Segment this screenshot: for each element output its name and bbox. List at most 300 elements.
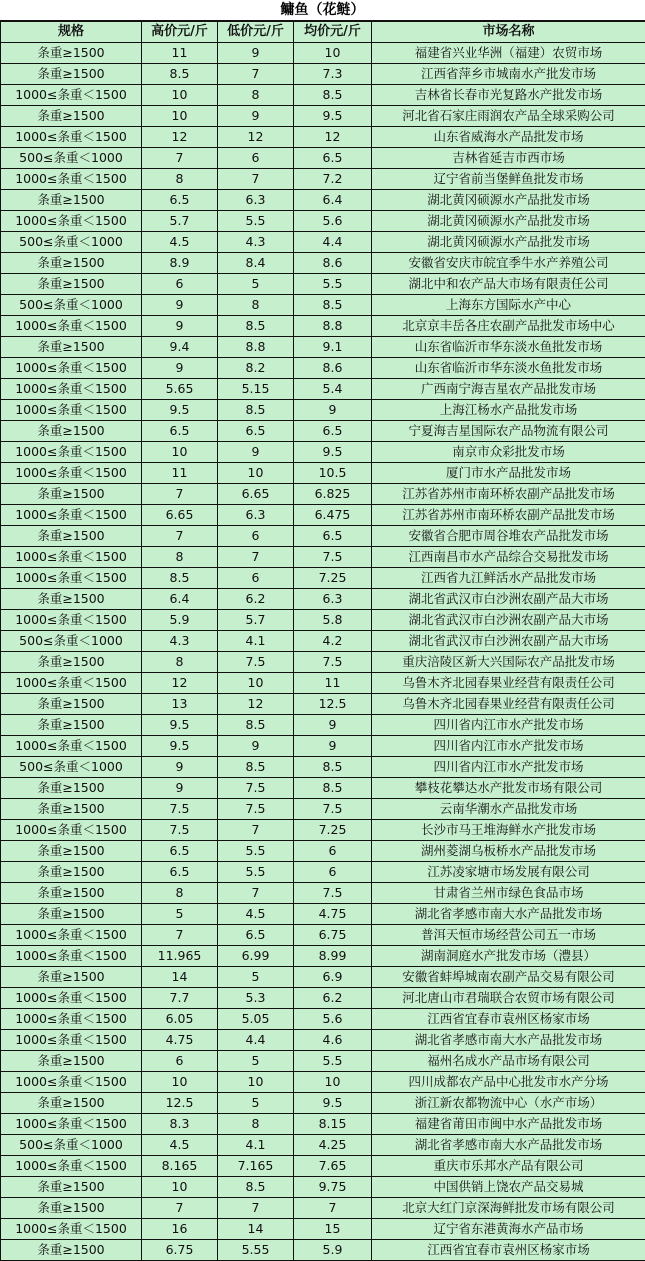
cell-spec: 1000≤条重＜1500	[1, 1156, 142, 1177]
cell-market-name: 上海江杨水产品批发市场	[372, 400, 645, 421]
cell-high-price: 5	[142, 904, 218, 925]
cell-market-name: 山东省临沂市华东淡水鱼批发市场	[372, 358, 645, 379]
cell-high-price: 9.5	[142, 400, 218, 421]
cell-high-price: 9	[142, 358, 218, 379]
cell-spec: 条重≥1500	[1, 841, 142, 862]
cell-spec: 条重≥1500	[1, 421, 142, 442]
cell-spec: 1000≤条重＜1500	[1, 673, 142, 694]
cell-avg-price: 7.5	[294, 799, 372, 820]
cell-spec: 条重≥1500	[1, 484, 142, 505]
cell-high-price: 7	[142, 484, 218, 505]
table-row	[1, 337, 645, 358]
cell-market-name: 福建省莆田市闽中水产品批发市场	[372, 1114, 645, 1135]
cell-high-price: 4.5	[142, 1135, 218, 1156]
table-row	[1, 610, 645, 631]
table-row	[1, 1009, 645, 1030]
cell-market-name: 湖北省孝感市南大水产品批发市场	[372, 1135, 645, 1156]
cell-market-name: 安徽省合肥市周谷堆农产品批发市场	[372, 526, 645, 547]
cell-avg-price: 10.5	[294, 463, 372, 484]
table-row	[1, 757, 645, 778]
cell-high-price: 12	[142, 127, 218, 148]
cell-market-name: 江苏省苏州市南环桥农副产品批发市场	[372, 484, 645, 505]
table-row	[1, 169, 645, 190]
cell-low-price: 5.5	[218, 862, 294, 883]
sheet-title: 鳙鱼（花鲢）	[0, 0, 645, 21]
table-row	[1, 988, 645, 1009]
cell-high-price: 7	[142, 526, 218, 547]
table-row	[1, 694, 645, 715]
cell-market-name: 厦门市水产品批发市场	[372, 463, 645, 484]
header-spec: 规格	[1, 22, 142, 43]
cell-high-price: 8.165	[142, 1156, 218, 1177]
table-row	[1, 421, 645, 442]
cell-avg-price: 6.825	[294, 484, 372, 505]
cell-market-name: 重庆涪陵区新大兴国际农产品批发市场	[372, 652, 645, 673]
cell-market-name: 湖北黄冈硕源水产品批发市场	[372, 232, 645, 253]
cell-low-price: 14	[218, 1219, 294, 1240]
cell-spec: 条重≥1500	[1, 862, 142, 883]
table-row	[1, 316, 645, 337]
cell-low-price: 8.8	[218, 337, 294, 358]
cell-spec: 条重≥1500	[1, 652, 142, 673]
cell-avg-price: 8.5	[294, 757, 372, 778]
table-row	[1, 400, 645, 421]
cell-spec: 条重≥1500	[1, 106, 142, 127]
cell-avg-price: 6.4	[294, 190, 372, 211]
cell-low-price: 12	[218, 694, 294, 715]
cell-low-price: 7	[218, 820, 294, 841]
cell-market-name: 湖北省武汉市白沙洲农副产品大市场	[372, 631, 645, 652]
cell-high-price: 10	[142, 106, 218, 127]
table-row	[1, 631, 645, 652]
cell-avg-price: 8.15	[294, 1114, 372, 1135]
table-row	[1, 1051, 645, 1072]
cell-avg-price: 7.2	[294, 169, 372, 190]
cell-avg-price: 8.6	[294, 253, 372, 274]
cell-high-price: 8	[142, 883, 218, 904]
table-row	[1, 736, 645, 757]
cell-avg-price: 9	[294, 715, 372, 736]
cell-avg-price: 15	[294, 1219, 372, 1240]
cell-high-price: 6	[142, 1051, 218, 1072]
cell-avg-price: 5.4	[294, 379, 372, 400]
cell-high-price: 4.5	[142, 232, 218, 253]
cell-spec: 条重≥1500	[1, 778, 142, 799]
cell-market-name: 普洱天恒市场经营公司五一市场	[372, 925, 645, 946]
cell-market-name: 吉林省延吉市西市场	[372, 148, 645, 169]
cell-high-price: 6.75	[142, 1240, 218, 1261]
cell-low-price: 5.15	[218, 379, 294, 400]
header-row	[1, 22, 645, 43]
cell-market-name: 湖北黄冈硕源水产品批发市场	[372, 211, 645, 232]
cell-high-price: 12.5	[142, 1093, 218, 1114]
cell-market-name: 北京京丰岳各庄农副产品批发市场中心	[372, 316, 645, 337]
cell-spec: 1000≤条重＜1500	[1, 946, 142, 967]
cell-avg-price: 7.65	[294, 1156, 372, 1177]
cell-high-price: 11	[142, 463, 218, 484]
table-row	[1, 946, 645, 967]
table-row	[1, 1156, 645, 1177]
cell-high-price: 4.3	[142, 631, 218, 652]
cell-market-name: 福州名成水产品市场有限公司	[372, 1051, 645, 1072]
cell-avg-price: 8.8	[294, 316, 372, 337]
cell-market-name: 江西省萍乡市城南水产批发市场	[372, 64, 645, 85]
cell-avg-price: 5.6	[294, 211, 372, 232]
cell-high-price: 10	[142, 442, 218, 463]
cell-avg-price: 8.5	[294, 85, 372, 106]
cell-low-price: 7.165	[218, 1156, 294, 1177]
cell-high-price: 11	[142, 43, 218, 64]
cell-avg-price: 12.5	[294, 694, 372, 715]
cell-high-price: 9	[142, 757, 218, 778]
cell-high-price: 8	[142, 652, 218, 673]
cell-market-name: 上海东方国际水产中心	[372, 295, 645, 316]
cell-spec: 500≤条重＜1000	[1, 1135, 142, 1156]
cell-low-price: 10	[218, 673, 294, 694]
cell-low-price: 5	[218, 274, 294, 295]
cell-market-name: 福建省兴业华洲（福建）农贸市场	[372, 43, 645, 64]
cell-avg-price: 12	[294, 127, 372, 148]
cell-high-price: 8	[142, 547, 218, 568]
table-row	[1, 1177, 645, 1198]
table-body	[1, 43, 645, 1261]
cell-avg-price: 6.475	[294, 505, 372, 526]
table-row	[1, 1219, 645, 1240]
cell-low-price: 4.4	[218, 1030, 294, 1051]
cell-low-price: 8.5	[218, 757, 294, 778]
cell-spec: 1000≤条重＜1500	[1, 316, 142, 337]
cell-spec: 条重≥1500	[1, 967, 142, 988]
cell-market-name: 广西南宁海吉星农产品批发市场	[372, 379, 645, 400]
table-row	[1, 295, 645, 316]
table-row	[1, 841, 645, 862]
cell-spec: 条重≥1500	[1, 589, 142, 610]
cell-avg-price: 8.5	[294, 295, 372, 316]
cell-high-price: 7.5	[142, 799, 218, 820]
cell-low-price: 4.1	[218, 1135, 294, 1156]
cell-spec: 1000≤条重＜1500	[1, 358, 142, 379]
cell-market-name: 湖州菱湖乌板桥水产品批发市场	[372, 841, 645, 862]
cell-low-price: 5	[218, 967, 294, 988]
cell-spec: 1000≤条重＜1500	[1, 169, 142, 190]
cell-low-price: 5.05	[218, 1009, 294, 1030]
cell-avg-price: 6.5	[294, 148, 372, 169]
table-row	[1, 358, 645, 379]
cell-spec: 1000≤条重＜1500	[1, 925, 142, 946]
cell-market-name: 河北省石家庄雨润农产品全球采购公司	[372, 106, 645, 127]
cell-spec: 1000≤条重＜1500	[1, 568, 142, 589]
cell-spec: 1000≤条重＜1500	[1, 1009, 142, 1030]
table-row	[1, 1198, 645, 1219]
table-row	[1, 43, 645, 64]
table-row	[1, 652, 645, 673]
cell-market-name: 浙江新农都物流中心（水产市场）	[372, 1093, 645, 1114]
cell-high-price: 6.5	[142, 841, 218, 862]
table-row	[1, 904, 645, 925]
cell-low-price: 5	[218, 1051, 294, 1072]
cell-high-price: 4.75	[142, 1030, 218, 1051]
cell-low-price: 8	[218, 295, 294, 316]
cell-avg-price: 8.6	[294, 358, 372, 379]
cell-avg-price: 7.25	[294, 820, 372, 841]
cell-low-price: 6.2	[218, 589, 294, 610]
cell-low-price: 10	[218, 1072, 294, 1093]
cell-spec: 条重≥1500	[1, 253, 142, 274]
cell-avg-price: 7.5	[294, 652, 372, 673]
cell-market-name: 安徽省安庆市皖宜季牛水产养殖公司	[372, 253, 645, 274]
cell-market-name: 湖南洞庭水产批发市场（澧县）	[372, 946, 645, 967]
cell-market-name: 四川成都农产品中心批发市水产分场	[372, 1072, 645, 1093]
cell-market-name: 湖北黄冈硕源水产品批发市场	[372, 190, 645, 211]
cell-avg-price: 7	[294, 1198, 372, 1219]
table-row	[1, 568, 645, 589]
cell-market-name: 重庆市乐邦水产品有限公司	[372, 1156, 645, 1177]
cell-low-price: 5.7	[218, 610, 294, 631]
cell-high-price: 6.65	[142, 505, 218, 526]
table-row	[1, 253, 645, 274]
cell-low-price: 8.4	[218, 253, 294, 274]
cell-avg-price: 6.5	[294, 421, 372, 442]
cell-spec: 1000≤条重＜1500	[1, 400, 142, 421]
cell-high-price: 9	[142, 778, 218, 799]
cell-high-price: 8.9	[142, 253, 218, 274]
cell-avg-price: 8.5	[294, 778, 372, 799]
cell-spec: 条重≥1500	[1, 274, 142, 295]
cell-high-price: 7	[142, 1198, 218, 1219]
cell-high-price: 7.7	[142, 988, 218, 1009]
cell-low-price: 9	[218, 106, 294, 127]
table-row	[1, 778, 645, 799]
table-row	[1, 883, 645, 904]
table-row	[1, 232, 645, 253]
cell-avg-price: 5.9	[294, 1240, 372, 1261]
cell-spec: 1000≤条重＜1500	[1, 505, 142, 526]
cell-high-price: 8	[142, 169, 218, 190]
cell-low-price: 12	[218, 127, 294, 148]
cell-high-price: 6.5	[142, 421, 218, 442]
cell-high-price: 6.5	[142, 862, 218, 883]
cell-spec: 条重≥1500	[1, 190, 142, 211]
cell-market-name: 南京市众彩批发市场	[372, 442, 645, 463]
cell-spec: 1000≤条重＜1500	[1, 1114, 142, 1135]
cell-market-name: 乌鲁木齐北园春果业经营有限责任公司	[372, 694, 645, 715]
table-row	[1, 799, 645, 820]
cell-avg-price: 5.8	[294, 610, 372, 631]
cell-low-price: 8.2	[218, 358, 294, 379]
cell-low-price: 7	[218, 883, 294, 904]
cell-avg-price: 5.5	[294, 1051, 372, 1072]
cell-high-price: 12	[142, 673, 218, 694]
table-row	[1, 589, 645, 610]
table-row	[1, 862, 645, 883]
cell-avg-price: 10	[294, 43, 372, 64]
table-row	[1, 1093, 645, 1114]
table-row	[1, 505, 645, 526]
table-row	[1, 64, 645, 85]
price-table	[0, 21, 645, 1261]
cell-high-price: 5.65	[142, 379, 218, 400]
table-row	[1, 967, 645, 988]
cell-market-name: 山东省威海水产品批发市场	[372, 127, 645, 148]
cell-avg-price: 4.75	[294, 904, 372, 925]
cell-avg-price: 7.25	[294, 568, 372, 589]
cell-market-name: 四川省内江市水产批发市场	[372, 715, 645, 736]
cell-market-name: 湖北省武汉市白沙洲农副产品大市场	[372, 610, 645, 631]
cell-low-price: 5.5	[218, 211, 294, 232]
cell-market-name: 宁夏海吉星国际农产品物流有限公司	[372, 421, 645, 442]
cell-low-price: 9	[218, 736, 294, 757]
cell-low-price: 4.5	[218, 904, 294, 925]
cell-market-name: 湖北省武汉市白沙洲农副产品大市场	[372, 589, 645, 610]
header-avg-price: 均价元/斤	[294, 22, 372, 43]
cell-high-price: 6	[142, 274, 218, 295]
cell-spec: 条重≥1500	[1, 64, 142, 85]
cell-low-price: 8	[218, 85, 294, 106]
cell-low-price: 6	[218, 148, 294, 169]
cell-high-price: 9.4	[142, 337, 218, 358]
cell-low-price: 4.3	[218, 232, 294, 253]
cell-spec: 条重≥1500	[1, 1177, 142, 1198]
table-row	[1, 379, 645, 400]
cell-market-name: 江西省宜春市袁州区杨家市场	[372, 1009, 645, 1030]
cell-high-price: 8.5	[142, 64, 218, 85]
cell-spec: 条重≥1500	[1, 337, 142, 358]
cell-low-price: 5.55	[218, 1240, 294, 1261]
cell-spec: 条重≥1500	[1, 1240, 142, 1261]
cell-high-price: 13	[142, 694, 218, 715]
cell-spec: 1000≤条重＜1500	[1, 127, 142, 148]
cell-high-price: 8.5	[142, 568, 218, 589]
cell-low-price: 5	[218, 1093, 294, 1114]
cell-avg-price: 4.2	[294, 631, 372, 652]
cell-spec: 1000≤条重＜1500	[1, 1072, 142, 1093]
cell-market-name: 长沙市马王堆海鲜水产批发市场	[372, 820, 645, 841]
cell-spec: 500≤条重＜1000	[1, 631, 142, 652]
header-high-price: 高价元/斤	[142, 22, 218, 43]
cell-spec: 1000≤条重＜1500	[1, 463, 142, 484]
cell-market-name: 辽宁省东港黄海水产品市场	[372, 1219, 645, 1240]
cell-low-price: 8.5	[218, 316, 294, 337]
cell-spec: 1000≤条重＜1500	[1, 610, 142, 631]
cell-low-price: 10	[218, 463, 294, 484]
cell-avg-price: 7.5	[294, 547, 372, 568]
cell-low-price: 6.99	[218, 946, 294, 967]
cell-avg-price: 9.5	[294, 1093, 372, 1114]
header-market-name: 市场名称	[372, 22, 645, 43]
table-row	[1, 148, 645, 169]
cell-avg-price: 6.3	[294, 589, 372, 610]
cell-avg-price: 6.75	[294, 925, 372, 946]
cell-low-price: 9	[218, 442, 294, 463]
cell-spec: 条重≥1500	[1, 1198, 142, 1219]
cell-spec: 条重≥1500	[1, 1051, 142, 1072]
cell-spec: 1000≤条重＜1500	[1, 211, 142, 232]
cell-high-price: 16	[142, 1219, 218, 1240]
cell-high-price: 10	[142, 1072, 218, 1093]
table-row	[1, 1114, 645, 1135]
cell-low-price: 6.5	[218, 925, 294, 946]
cell-market-name: 四川省内江市水产批发市场	[372, 736, 645, 757]
table-row	[1, 1072, 645, 1093]
cell-market-name: 江西省宜春市袁州区杨家市场	[372, 1240, 645, 1261]
cell-market-name: 乌鲁木齐北园春果业经营有限责任公司	[372, 673, 645, 694]
cell-low-price: 9	[218, 43, 294, 64]
header-low-price: 低价元/斤	[218, 22, 294, 43]
cell-high-price: 6.5	[142, 190, 218, 211]
table-row	[1, 484, 645, 505]
cell-high-price: 9.5	[142, 736, 218, 757]
cell-market-name: 安徽省蚌埠城南农副产品交易有限公司	[372, 967, 645, 988]
cell-market-name: 攀枝花攀达水产批发市场有限公司	[372, 778, 645, 799]
cell-avg-price: 11	[294, 673, 372, 694]
cell-spec: 条重≥1500	[1, 883, 142, 904]
cell-spec: 1000≤条重＜1500	[1, 379, 142, 400]
cell-high-price: 7	[142, 925, 218, 946]
cell-avg-price: 9.5	[294, 442, 372, 463]
cell-spec: 条重≥1500	[1, 715, 142, 736]
cell-market-name: 甘肃省兰州市绿色食品市场	[372, 883, 645, 904]
cell-low-price: 8	[218, 1114, 294, 1135]
cell-spec: 1000≤条重＜1500	[1, 1219, 142, 1240]
cell-spec: 500≤条重＜1000	[1, 148, 142, 169]
cell-high-price: 7.5	[142, 820, 218, 841]
cell-low-price: 7	[218, 547, 294, 568]
cell-market-name: 江苏凌家塘市场发展有限公司	[372, 862, 645, 883]
cell-low-price: 6.3	[218, 505, 294, 526]
cell-market-name: 湖北中和农产品大市场有限责任公司	[372, 274, 645, 295]
cell-high-price: 5.9	[142, 610, 218, 631]
cell-spec: 条重≥1500	[1, 694, 142, 715]
cell-market-name: 山东省临沂市华东淡水鱼批发市场	[372, 337, 645, 358]
cell-low-price: 5.3	[218, 988, 294, 1009]
cell-low-price: 6	[218, 568, 294, 589]
cell-avg-price: 9.1	[294, 337, 372, 358]
cell-spec: 1000≤条重＜1500	[1, 547, 142, 568]
table-row	[1, 547, 645, 568]
cell-spec: 条重≥1500	[1, 1093, 142, 1114]
cell-high-price: 10	[142, 85, 218, 106]
table-row	[1, 673, 645, 694]
cell-spec: 1000≤条重＜1500	[1, 736, 142, 757]
cell-avg-price: 6.2	[294, 988, 372, 1009]
cell-avg-price: 6.9	[294, 967, 372, 988]
cell-avg-price: 5.6	[294, 1009, 372, 1030]
table-row	[1, 211, 645, 232]
cell-low-price: 4.1	[218, 631, 294, 652]
cell-spec: 1000≤条重＜1500	[1, 988, 142, 1009]
cell-low-price: 6.65	[218, 484, 294, 505]
cell-spec: 1000≤条重＜1500	[1, 820, 142, 841]
cell-market-name: 北京大红门京深海鲜批发市场有限公司	[372, 1198, 645, 1219]
cell-market-name: 中国供销上饶农产品交易城	[372, 1177, 645, 1198]
cell-market-name: 云南华潮水产品批发市场	[372, 799, 645, 820]
cell-high-price: 6.05	[142, 1009, 218, 1030]
table-row	[1, 442, 645, 463]
cell-spec: 500≤条重＜1000	[1, 295, 142, 316]
cell-avg-price: 6.5	[294, 526, 372, 547]
cell-market-name: 吉林省长春市光复路水产批发市场	[372, 85, 645, 106]
table-row	[1, 274, 645, 295]
cell-avg-price: 4.4	[294, 232, 372, 253]
table-row	[1, 526, 645, 547]
cell-high-price: 9	[142, 295, 218, 316]
cell-spec: 条重≥1500	[1, 904, 142, 925]
cell-market-name: 江西南昌市水产品综合交易批发市场	[372, 547, 645, 568]
cell-avg-price: 4.25	[294, 1135, 372, 1156]
cell-high-price: 10	[142, 1177, 218, 1198]
cell-spec: 500≤条重＜1000	[1, 757, 142, 778]
cell-high-price: 11.965	[142, 946, 218, 967]
